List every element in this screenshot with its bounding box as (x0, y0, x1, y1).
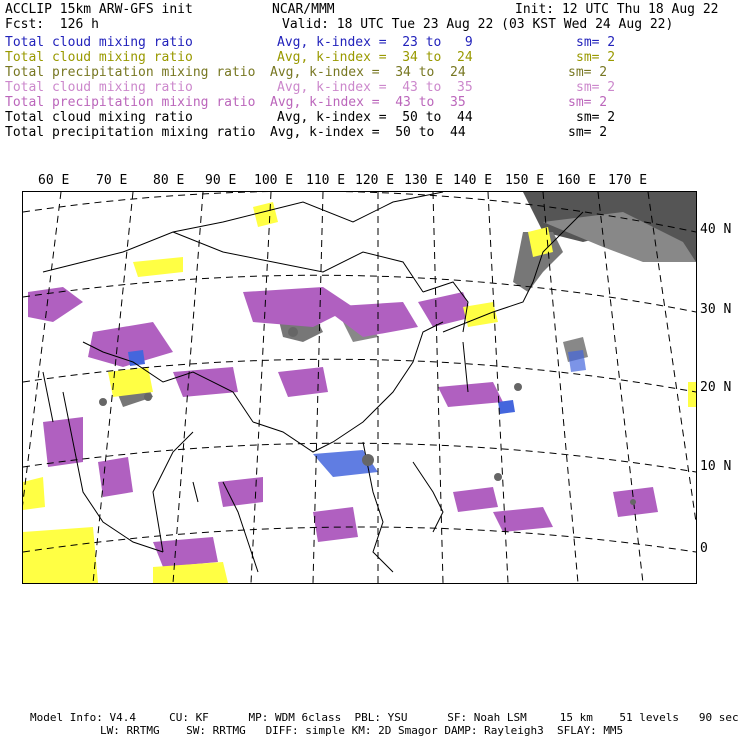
lat-label: 10 N (700, 459, 732, 474)
field-sm: sm= 2 (576, 50, 616, 65)
forecast-hour: Fcst: 126 h (5, 17, 99, 32)
field-name: Total cloud mixing ratio (5, 80, 193, 95)
valid-time: Valid: 18 UTC Tue 23 Aug 22 (03 KST Wed 24 Aug 22) (282, 17, 674, 32)
field-name: Total cloud mixing ratio (5, 35, 193, 50)
lon-label: 70 E (96, 173, 128, 188)
mid-cloud-shading (28, 287, 658, 567)
precip-cells (99, 327, 636, 505)
lon-label: 90 E (205, 173, 237, 188)
lon-label: 110 E (306, 173, 346, 188)
field-sm: sm= 2 (568, 65, 608, 80)
init-time: Init: 12 UTC Thu 18 Aug 22 (515, 2, 719, 17)
model-info-line2: LW: RRTMG SW: RRTMG DIFF: simple KM: 2D Smagor DAMP: Rayleigh3 SFLAY: MM5 (100, 724, 624, 737)
lon-label: 130 E (404, 173, 444, 188)
lon-label: 60 E (38, 173, 70, 188)
map-canvas (23, 192, 696, 583)
field-avg: Avg, k-index = 50 to 44 (270, 125, 466, 140)
field-avg: Avg, k-index = 50 to 44 (277, 110, 473, 125)
field-avg: Avg, k-index = 43 to 35 (270, 95, 466, 110)
field-avg: Avg, k-index = 34 to 24 (277, 50, 473, 65)
lon-label: 140 E (453, 173, 493, 188)
lon-label: 160 E (557, 173, 597, 188)
field-name: Total precipitation mixing ratio (5, 65, 256, 80)
field-sm: sm= 2 (568, 95, 608, 110)
field-name: Total precipitation mixing ratio (5, 95, 256, 110)
lon-label: 150 E (505, 173, 545, 188)
lowest-cloud-shading (128, 350, 586, 477)
field-sm: sm= 2 (576, 80, 616, 95)
forecast-map (22, 191, 697, 584)
title-left: ACCLIP 15km ARW-GFS init (5, 2, 193, 17)
lat-label: 30 N (700, 302, 732, 317)
field-avg: Avg, k-index = 43 to 35 (277, 80, 473, 95)
title-center: NCAR/MMM (272, 2, 335, 17)
field-name: Total cloud mixing ratio (5, 110, 193, 125)
lat-label: 20 N (700, 380, 732, 395)
field-avg: Avg, k-index = 34 to 24 (270, 65, 466, 80)
lon-label: 120 E (355, 173, 395, 188)
field-sm: sm= 2 (568, 125, 608, 140)
field-avg: Avg, k-index = 23 to 9 (277, 35, 473, 50)
lon-label: 170 E (608, 173, 648, 188)
model-info-line1: Model Info: V4.4 CU: KF MP: WDM 6class PBL: YSU SF: Noah LSM 15 km 51 levels 90 sec (30, 711, 739, 724)
lon-label: 100 E (254, 173, 294, 188)
low-cloud-shading (23, 202, 696, 583)
field-name: Total cloud mixing ratio (5, 50, 193, 65)
field-name: Total precipitation mixing ratio (5, 125, 256, 140)
lat-label: 40 N (700, 222, 732, 237)
field-sm: sm= 2 (576, 35, 616, 50)
field-sm: sm= 2 (576, 110, 616, 125)
lon-label: 80 E (153, 173, 185, 188)
lat-label: 0 (700, 541, 708, 556)
